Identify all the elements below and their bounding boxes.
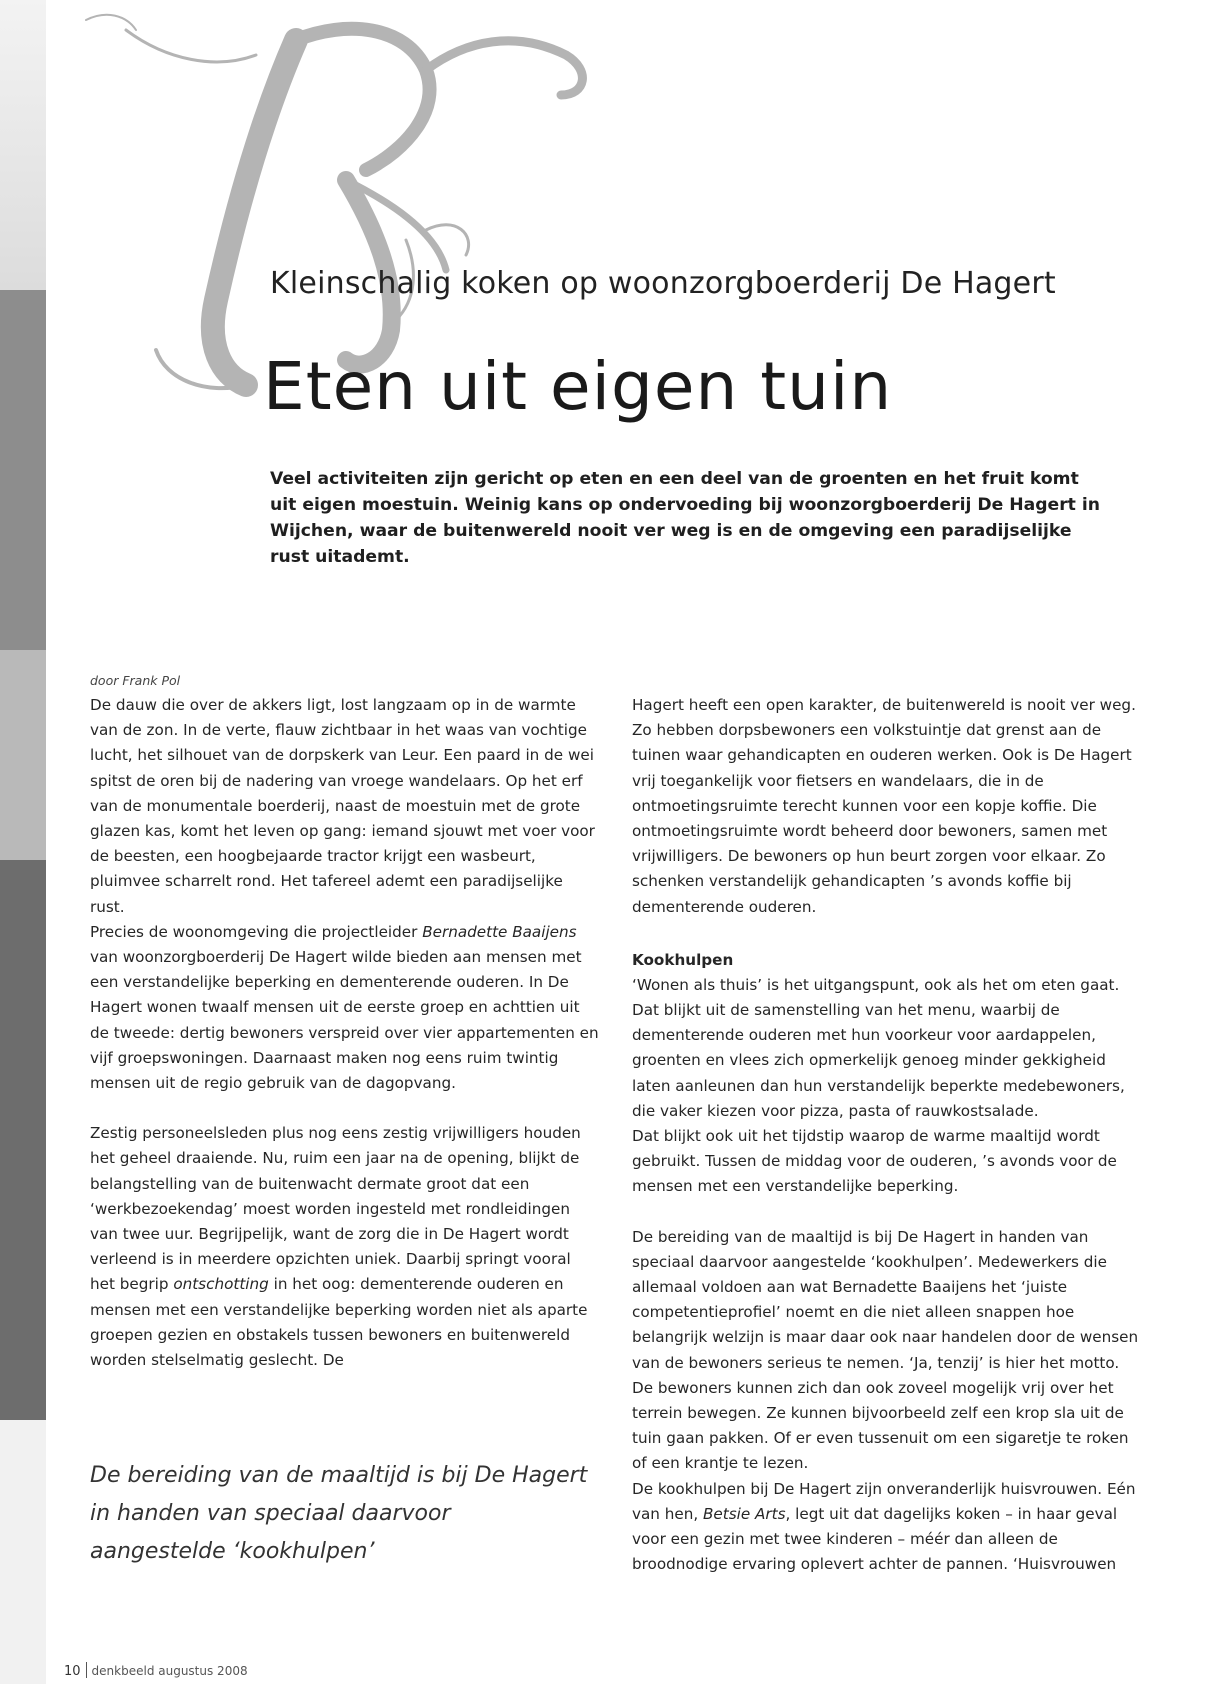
paragraph: De dauw die over de akkers ligt, lost langzaam op in de warmte van de zon. In de verte, flauw zichtbaar in het waas van vochtige lucht, het silhouet van de dorpskerk van Leur. Een paard in de wei spitst de oren bij de nadering van vroege wandelaars. Op het erf van de monumentale boerderij, naast de moestuin met de grote glazen kas, komt het leven op gang: iemand sjouwt met voer voor de beesten, een hoogbejaarde tractor krijgt een wasbeurt, pluimvee scharrelt rond. Het tafereel ademt een paradijselijke rust. bbox=[90, 696, 595, 916]
decorative-initial-k-ornament bbox=[46, 0, 626, 400]
article-kicker: Kleinschalig koken op woonzorgboerderij De Hagert bbox=[270, 266, 1056, 301]
article-byline: door Frank Pol bbox=[90, 673, 181, 688]
paragraph: De kookhulpen bij De Hagert zijn onveranderlijk huisvrouwen. Eén van hen, Betsie Arts, legt uit dat dagelijks koken – in haar geval voor een gezin met twee kinderen – méér dan alleen de broodnodige ervaring oplevert achter de pannen. ‘Huisvrouwen bbox=[632, 1479, 1136, 1574]
article-title: Eten uit eigen tuin bbox=[263, 348, 893, 425]
publication-name: denkbeeld augustus 2008 bbox=[91, 1664, 248, 1678]
footer-divider bbox=[86, 1662, 87, 1678]
pull-quote: De bereiding van de maaltijd is bij De Hagert in handen van speciaal daarvoor aangestelde ‘kookhulpen’ bbox=[90, 1463, 588, 1564]
person-name: Bernadette Baaijens bbox=[422, 922, 577, 941]
paragraph: Precies de woonomgeving die projectleider Bernadette Baaijens van woonzorgboerderij De Hagert wilde bieden aan mensen met een verstandelijke beperking en dementerende ouderen. In De Hagert wonen twaalf mensen uit de eerste groep en achttien uit de tweede: dertig bewoners verspreid over vier appartementen en vijf groepswoningen. Daarnaast maken nog eens ruim twintig mensen uit de regio gebruik van de dagopvang. bbox=[90, 922, 599, 1093]
page-footer bbox=[64, 1662, 248, 1679]
paragraph: Dat blijkt ook uit het tijdstip waarop de warme maaltijd wordt gebruikt. Tussen de middag voor de ouderen, ’s avonds voor de mensen met een verstandelijke beperking. bbox=[632, 1127, 1117, 1196]
paragraph: Hagert heeft een open karakter, de buitenwereld is nooit ver weg. Zo hebben dorpsbewoners een volkstuintje dat grenst aan de tuinen waar gehandicapten en ouderen werken. Ook is De Hagert vrij toegankelijk voor fietsers en wandelaars, die in de ontmoetingsruimte terecht kunnen voor een kopje koffie. Die ontmoetingsruimte wordt beheerd door bewoners, samen met vrijwilligers. De bewoners op hun beurt zorgen voor elkaar. Zo schenken verstandelijk gehandicapten ’s avonds koffie bij dementerende ouderen. bbox=[632, 696, 1136, 916]
person-name: Betsie Arts bbox=[703, 1504, 786, 1523]
article-lead: Veel activiteiten zijn gericht op eten en een deel van de groenten en het fruit komt uit eigen moestuin. Weinig kans op ondervoeding bij woonzorgboerderij De Hagert in Wijchen, waar de buitenwereld nooit ver weg is en de omgeving een paradijselijke rust uitademt. bbox=[270, 469, 1100, 567]
article-column-right bbox=[632, 693, 1142, 1578]
emphasis-term: ontschotting bbox=[173, 1275, 269, 1294]
section-heading: Kookhulpen bbox=[632, 950, 734, 969]
article-column-left bbox=[90, 693, 600, 1373]
paragraph: Zestig personeelsleden plus nog eens zestig vrijwilligers houden het geheel draaiende. Nu, ruim een jaar na de opening, blijkt de belangstelling van de buitenwacht dermate groot dat een ‘werkbezoekendag’ moest worden ingesteld met rondleidingen van twee uur. Begrijpelijk, want de zorg die in De Hagert wordt verleend is in meerdere opzichten uniek. Daarbij springt vooral het begrip ontschotting in het oog: dementerende ouderen en mensen met een verstandelijke beperking worden niet als aparte groepen gezien en obstakels tussen bewoners en buitenwereld worden stelselmatig geslecht. De bbox=[90, 1124, 588, 1370]
decorative-side-stripe bbox=[0, 0, 46, 1684]
paragraph: De bereiding van de maaltijd is bij De Hagert in handen van speciaal daarvoor aangestelde ‘kookhulpen’. Medewerkers die allemaal voldoen aan wat Bernadette Baaijens het ‘juiste competentieprofiel’ noemt en die niet alleen snappen hoe belangrijk welzijn is maar daar ook naar handelen door de wensen van de bewoners serieus te nemen. ‘Ja, tenzij’ is hier het motto. De bewoners kunnen zich dan ook zoveel mogelijk vrij over het terrein bewegen. Ze kunnen bijvoorbeeld zelf een krop sla uit de tuin gaan pakken. Of er even tussenuit om een sigaretje te roken of een krantje te lezen. bbox=[632, 1227, 1139, 1473]
paragraph: ‘Wonen als thuis’ is het uitgangspunt, ook als het om eten gaat. Dat blijkt uit de samenstelling van het menu, waarbij de dementerende ouderen met hun voorkeur voor aardappelen, groenten en vlees zich opmerkelijk genoeg minder gekkigheid laten aanleunen dan hun verstandelijk beperkte medebewoners, die vaker kiezen voor pizza, pasta of rauwkostsalade. bbox=[632, 975, 1125, 1120]
page-number: 10 bbox=[64, 1664, 81, 1679]
